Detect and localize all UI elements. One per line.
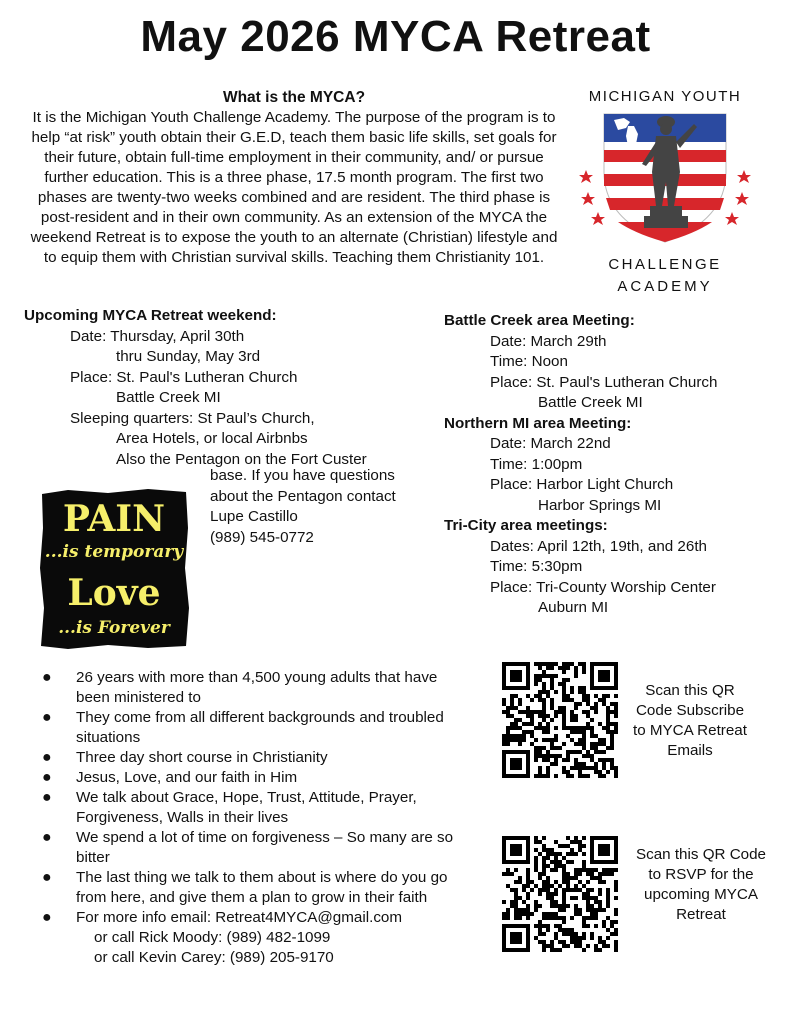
- myca-logo: [574, 82, 756, 300]
- sleeping-quarters: Sleeping quarters: St Paul’s Church,: [70, 409, 315, 427]
- contact-kevin: or call Kevin Carey: (989) 205-9170: [94, 949, 334, 966]
- bullet-icon: ●: [42, 749, 52, 766]
- pentagon-line: about the Pentagon contact: [210, 487, 396, 505]
- meeting-place-cont: Battle Creek MI: [538, 394, 643, 411]
- upcoming-date-cont: thru Sunday, May 3rd: [116, 348, 261, 365]
- upcoming-heading: Upcoming MYCA Retreat weekend:: [24, 307, 277, 324]
- meeting-time: Time: 1:00pm: [490, 455, 583, 473]
- intro-heading: What is the MYCA?: [222, 89, 366, 106]
- list-item: ● We talk about Grace, Hope, Trust, Attitude, Prayer, Forgiveness, Walls in their lives: [42, 789, 417, 826]
- meeting-place-cont: Auburn MI: [538, 599, 609, 616]
- upcoming-date: Date: Thursday, April 30th: [70, 327, 245, 345]
- meeting-heading: Northern MI area Meeting:: [444, 414, 632, 432]
- bullet-icon: ●: [42, 769, 52, 786]
- pentagon-line: base. If you have questions: [210, 467, 395, 484]
- meeting-place: Place: Harbor Light Church: [490, 476, 674, 493]
- list-item: ● For more info email: Retreat4MYCA@gmail.com: [42, 909, 403, 926]
- retreat-facts-list: [34, 668, 454, 968]
- page-title: May 2026 MYCA Retreat: [140, 12, 651, 61]
- meeting-date: Date: March 22nd: [490, 435, 611, 452]
- meeting-date: Dates: April 12th, 19th, and 26th: [490, 537, 707, 555]
- meeting-place: Place: Tri-County Worship Center: [490, 578, 716, 596]
- meeting-heading: Battle Creek area Meeting:: [444, 312, 635, 329]
- bullet-icon: ●: [42, 829, 52, 846]
- list-item: ● Three day short course in Christianity: [42, 749, 328, 766]
- contact-rick: or call Rick Moody: (989) 482-1099: [94, 929, 331, 946]
- meeting-place-cont: Harbor Springs MI: [538, 496, 662, 514]
- list-item: ● We spend a lot of time on forgiveness – So many are so bitter: [42, 829, 454, 866]
- pentagon-contact-phone: (989) 545-0772: [210, 528, 314, 546]
- upcoming-place-cont: Battle Creek MI: [116, 389, 221, 406]
- logo-bottom-text-2: ACADEMY: [617, 278, 713, 295]
- upcoming-retreat-section: [24, 306, 424, 470]
- subscribe-qr-code-icon[interactable]: [502, 662, 618, 778]
- upcoming-place: Place: St. Paul's Lutheran Church: [70, 368, 298, 386]
- pentagon-contact: [210, 466, 430, 548]
- forever-text: ...is Forever: [58, 618, 170, 638]
- minuteman-emblem-icon: [574, 102, 756, 252]
- intro-section: [24, 88, 564, 268]
- pentagon-note: Also the Pentagon on the Fort Custer: [116, 450, 367, 468]
- meeting-place: Place: St. Paul's Lutheran Church: [490, 373, 718, 391]
- logo-top-text: MICHIGAN YOUTH: [588, 88, 742, 105]
- sleeping-quarters-cont: Area Hotels, or local Airbnbs: [116, 430, 308, 447]
- bullet-icon: ●: [42, 709, 52, 726]
- list-item: ● They come from all different backgrounds and troubled situations: [42, 709, 444, 746]
- pain-text: PAIN: [62, 498, 166, 540]
- rsvp-qr-code-icon[interactable]: [502, 836, 618, 952]
- bullet-icon: ●: [42, 669, 52, 686]
- list-item: ● Jesus, Love, and our faith in Him: [42, 769, 298, 786]
- subscribe-qr-caption: Scan this QR Code Subscribe to MYCA Retreat Emails: [633, 682, 747, 759]
- temporary-text: ...is temporary: [44, 542, 184, 562]
- bullet-icon: ●: [42, 869, 52, 886]
- meeting-heading: Tri-City area meetings:: [444, 517, 608, 534]
- intro-body: It is the Michigan Youth Challenge Academy. The purpose of the program is to help “at risk” youth obtain their G.E.D, teach them basic life skills, set goals for their future, obtain full-time employment in their community, and/ or pursue further education. This is a three phase, 17.5 month program. The first two phases are twenty-two weeks combined and are resident. The third phase is post-resident and in their own community. As an extension of the MYCA the weekend Retreat is to expose the youth to an alternate (Christian) lifestyle and to equip them with Christian survival skills. Teaching them Christianity 101.: [30, 109, 558, 266]
- meeting-time: Time: Noon: [490, 353, 568, 370]
- meeting-date: Date: March 29th: [490, 332, 607, 350]
- pentagon-contact-name: Lupe Castillo: [210, 508, 298, 525]
- list-item: ● 26 years with more than 4,500 young adults that have been ministered to: [42, 669, 438, 706]
- love-text: Love: [67, 572, 161, 614]
- bullet-icon: ●: [42, 909, 52, 926]
- bullet-icon: ●: [42, 789, 52, 806]
- list-item: ● The last thing we talk to them about is where do you go from here, and give them a plan to grow in their faith: [42, 869, 448, 906]
- logo-bottom-text-1: CHALLENGE: [608, 256, 722, 273]
- pain-love-graphic: [38, 488, 190, 650]
- meeting-time: Time: 5:30pm: [490, 558, 583, 575]
- meetings-section: [444, 311, 784, 619]
- rsvp-qr-caption: Scan this QR Code to RSVP for the upcoming MYCA Retreat: [636, 846, 766, 923]
